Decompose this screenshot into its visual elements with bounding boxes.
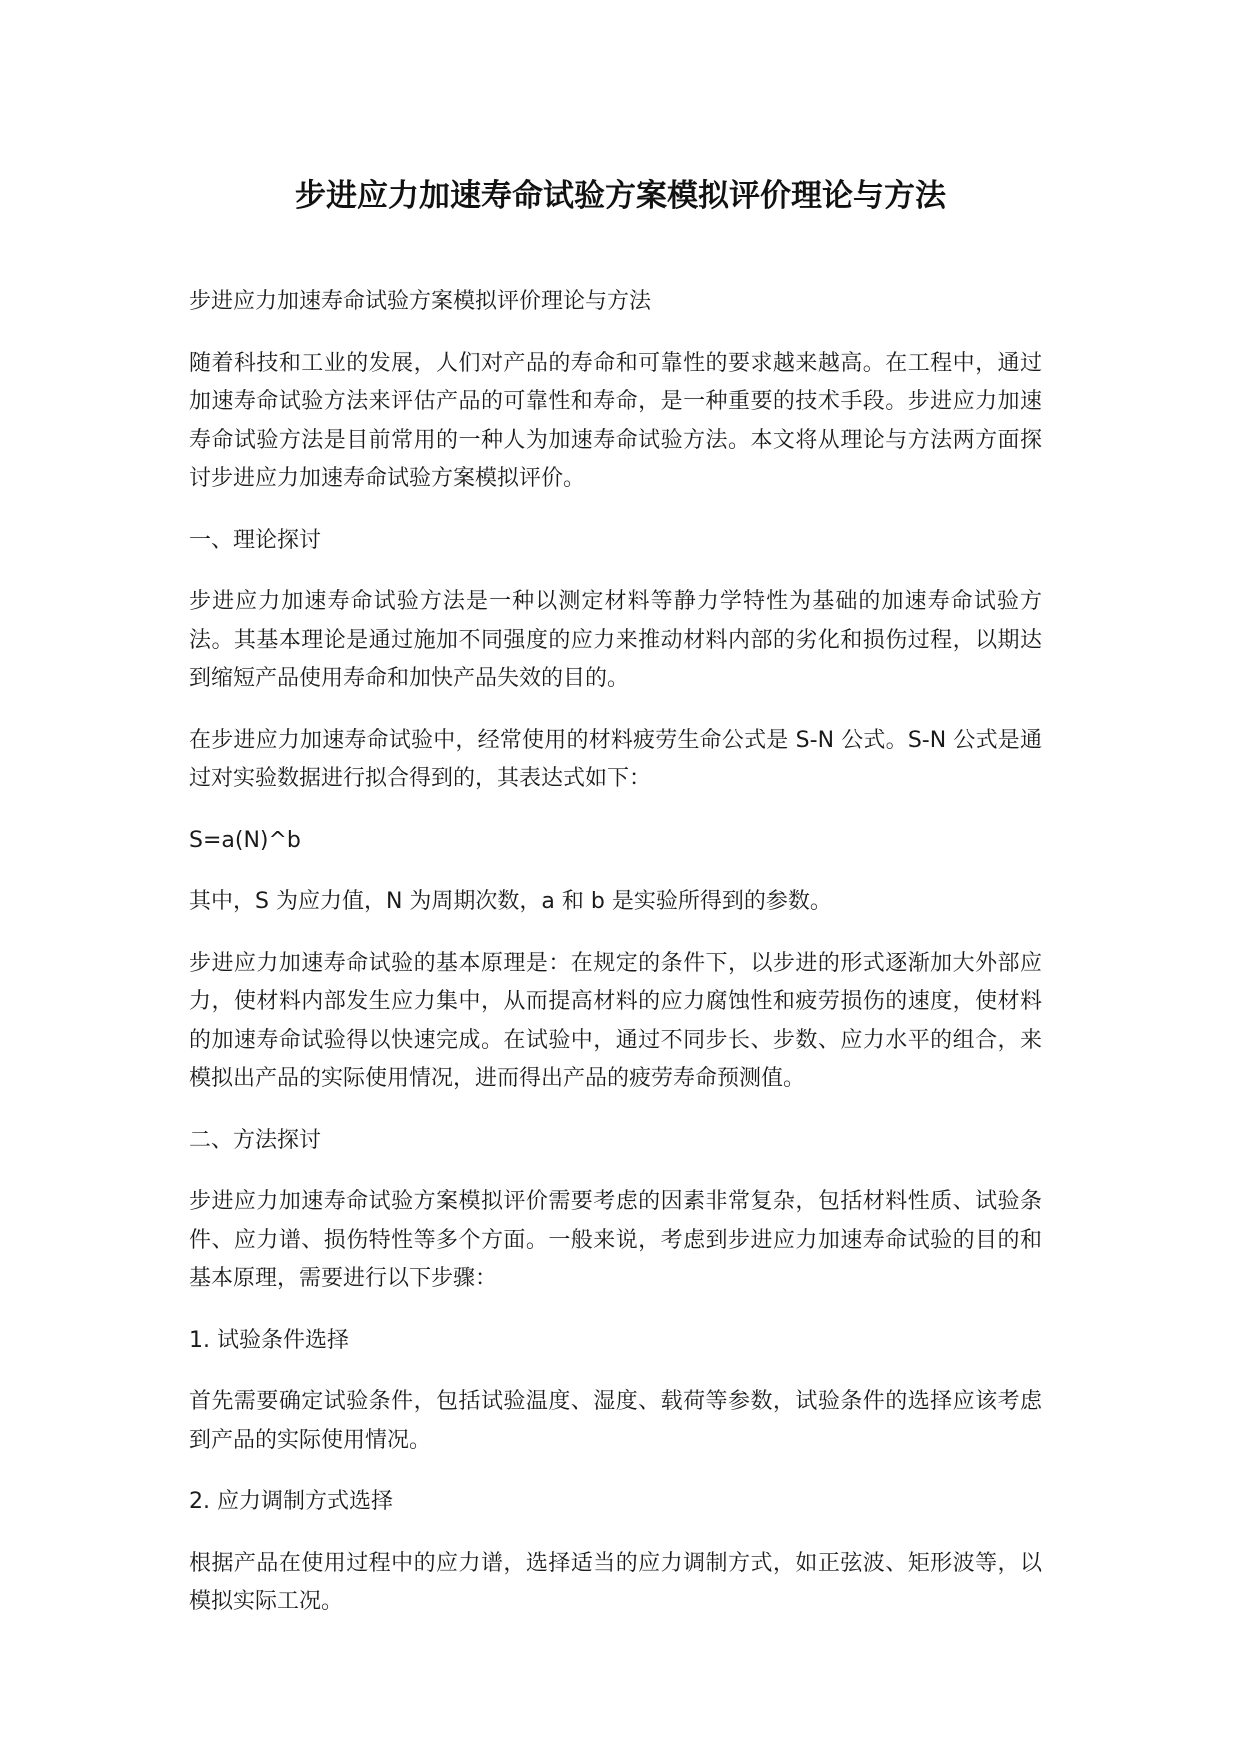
step-heading-test-conditions: 1. 试验条件选择 <box>189 1327 349 1353</box>
section-heading-method: 二、方法探讨 <box>189 1127 322 1153</box>
paragraph-formula-explanation: 其中，S 为应力值，N 为周期次数，a 和 b 是实验所得到的参数。 <box>189 889 832 914</box>
paragraph-intro: 随着科技和工业的发展，人们对产品的寿命和可靠性的要求越来越高。在工程中，通过加速寿命试验方法来评估产品的可靠性和寿命，是一种重要的技术手段。步进应力加速寿命试验方法是目前常用的一种人为加速寿命试验方法。本文将从理论与方法两方面探讨步进应力加速寿命试验方案模拟评价。 <box>189 350 1042 491</box>
paragraph-stress-modulation: 根据产品在使用过程中的应力谱，选择适当的应力调制方式，如正弦波、矩形波等，以模拟实际工况。 <box>189 1550 1042 1614</box>
section-heading-theory: 一、理论探讨 <box>189 527 322 553</box>
paragraph-basic-principle: 步进应力加速寿命试验的基本原理是：在规定的条件下，以步进的形式逐渐加大外部应力，使材料内部发生应力集中，从而提高材料的应力腐蚀性和疲劳损伤的速度，使材料的加速寿命试验得以快速完成。在试验中，通过不同步长、步数、应力水平的组合，来模拟出产品的实际使用情况，进而得出产品的疲劳寿命预测值。 <box>189 950 1042 1091</box>
formula-sn: S=a(N)^b <box>189 827 301 853</box>
document-body <box>189 283 1042 1645</box>
document-title: 步进应力加速寿命试验方案模拟评价理论与方法 <box>295 178 946 214</box>
paragraph-theory-basis: 步进应力加速寿命试验方法是一种以测定材料等静力学特性为基础的加速寿命试验方法。其基本理论是通过施加不同强度的应力来推动材料内部的劣化和损伤过程，以期达到缩短产品使用寿命和加快产品失效的目的。 <box>189 589 1042 691</box>
paragraph-subtitle: 步进应力加速寿命试验方案模拟评价理论与方法 <box>189 289 652 314</box>
paragraph-method-overview: 步进应力加速寿命试验方案模拟评价需要考虑的因素非常复杂，包括材料性质、试验条件、应力谱、损伤特性等多个方面。一般来说，考虑到步进应力加速寿命试验的目的和基本原理，需要进行以下步骤： <box>189 1189 1042 1291</box>
paragraph-sn-formula-intro: 在步进应力加速寿命试验中，经常使用的材料疲劳生命公式是 S-N 公式。S-N 公式是通过对实验数据进行拟合得到的，其表达式如下： <box>189 727 1042 791</box>
step-heading-stress-modulation: 2. 应力调制方式选择 <box>189 1489 393 1514</box>
paragraph-test-conditions: 首先需要确定试验条件，包括试验温度、湿度、载荷等参数，试验条件的选择应该考虑到产品的实际使用情况。 <box>189 1389 1042 1453</box>
